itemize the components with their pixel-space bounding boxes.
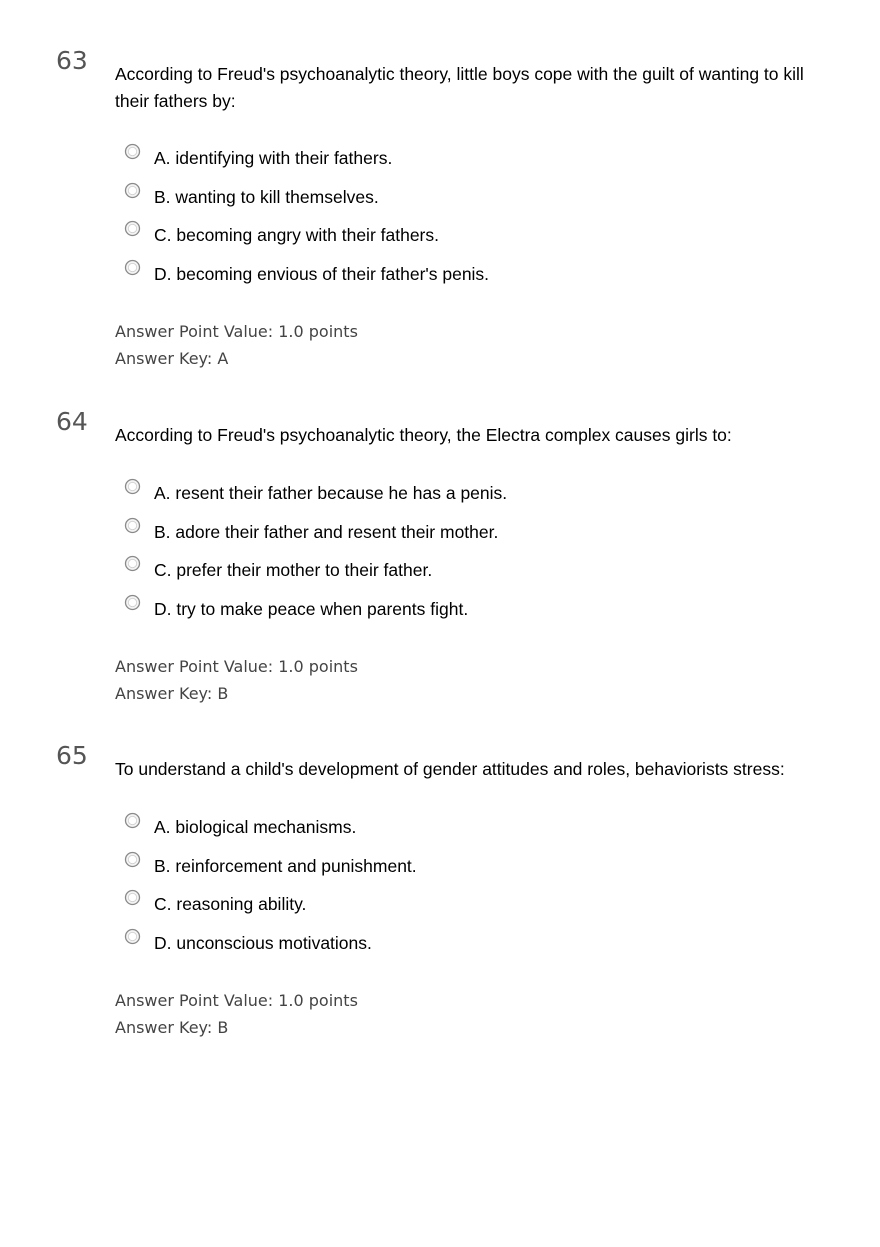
answer-point-value: Answer Point Value: 1.0 points (115, 322, 358, 341)
radio-button-icon[interactable] (124, 812, 141, 829)
question-number: 63 (56, 46, 88, 75)
answer-point-value: Answer Point Value: 1.0 points (115, 991, 358, 1010)
choice-label: D. try to make peace when parents fight. (154, 598, 469, 619)
choice-label: A. biological mechanisms. (154, 817, 357, 837)
radio-button-icon[interactable] (124, 889, 141, 906)
radio-button-icon[interactable] (124, 182, 141, 199)
question-number: 65 (56, 741, 88, 770)
choice-label: A. identifying with their fathers. (154, 148, 393, 168)
radio-button-icon[interactable] (124, 220, 141, 237)
answer-key: Answer Key: B (115, 684, 229, 703)
question-number: 64 (56, 407, 88, 436)
radio-button-icon[interactable] (124, 259, 141, 276)
question-text: According to Freud's psychoanalytic theory, the Electra complex causes girls to: (115, 425, 732, 445)
radio-button-icon[interactable] (124, 478, 141, 495)
radio-button-icon[interactable] (124, 594, 141, 611)
choice-label: C. becoming angry with their fathers. (154, 225, 439, 245)
choice-label: D. unconscious motivations. (154, 932, 372, 953)
radio-button-icon[interactable] (124, 851, 141, 868)
question-text: According to Freud's psychoanalytic theory, little boys cope with the guilt of wanting to kill their fathers by: (115, 64, 804, 111)
choice-label: D. becoming envious of their father's penis. (154, 263, 490, 284)
choice-label: C. prefer their mother to their father. (154, 560, 433, 580)
radio-button-icon[interactable] (124, 555, 141, 572)
choice-label: B. reinforcement and punishment. (154, 855, 417, 876)
question-text: To understand a child's development of gender attitudes and roles, behaviorists stress: (115, 759, 785, 779)
radio-button-icon[interactable] (124, 517, 141, 534)
radio-button-icon[interactable] (124, 928, 141, 945)
answer-key: Answer Key: A (115, 349, 229, 368)
answer-point-value: Answer Point Value: 1.0 points (115, 657, 358, 676)
choice-label: C. reasoning ability. (154, 894, 307, 914)
choice-label: B. wanting to kill themselves. (154, 186, 379, 207)
answer-key: Answer Key: B (115, 1018, 229, 1037)
choice-label: A. resent their father because he has a penis. (154, 483, 508, 503)
choice-label: B. adore their father and resent their mother. (154, 521, 499, 542)
radio-button-icon[interactable] (124, 143, 141, 160)
